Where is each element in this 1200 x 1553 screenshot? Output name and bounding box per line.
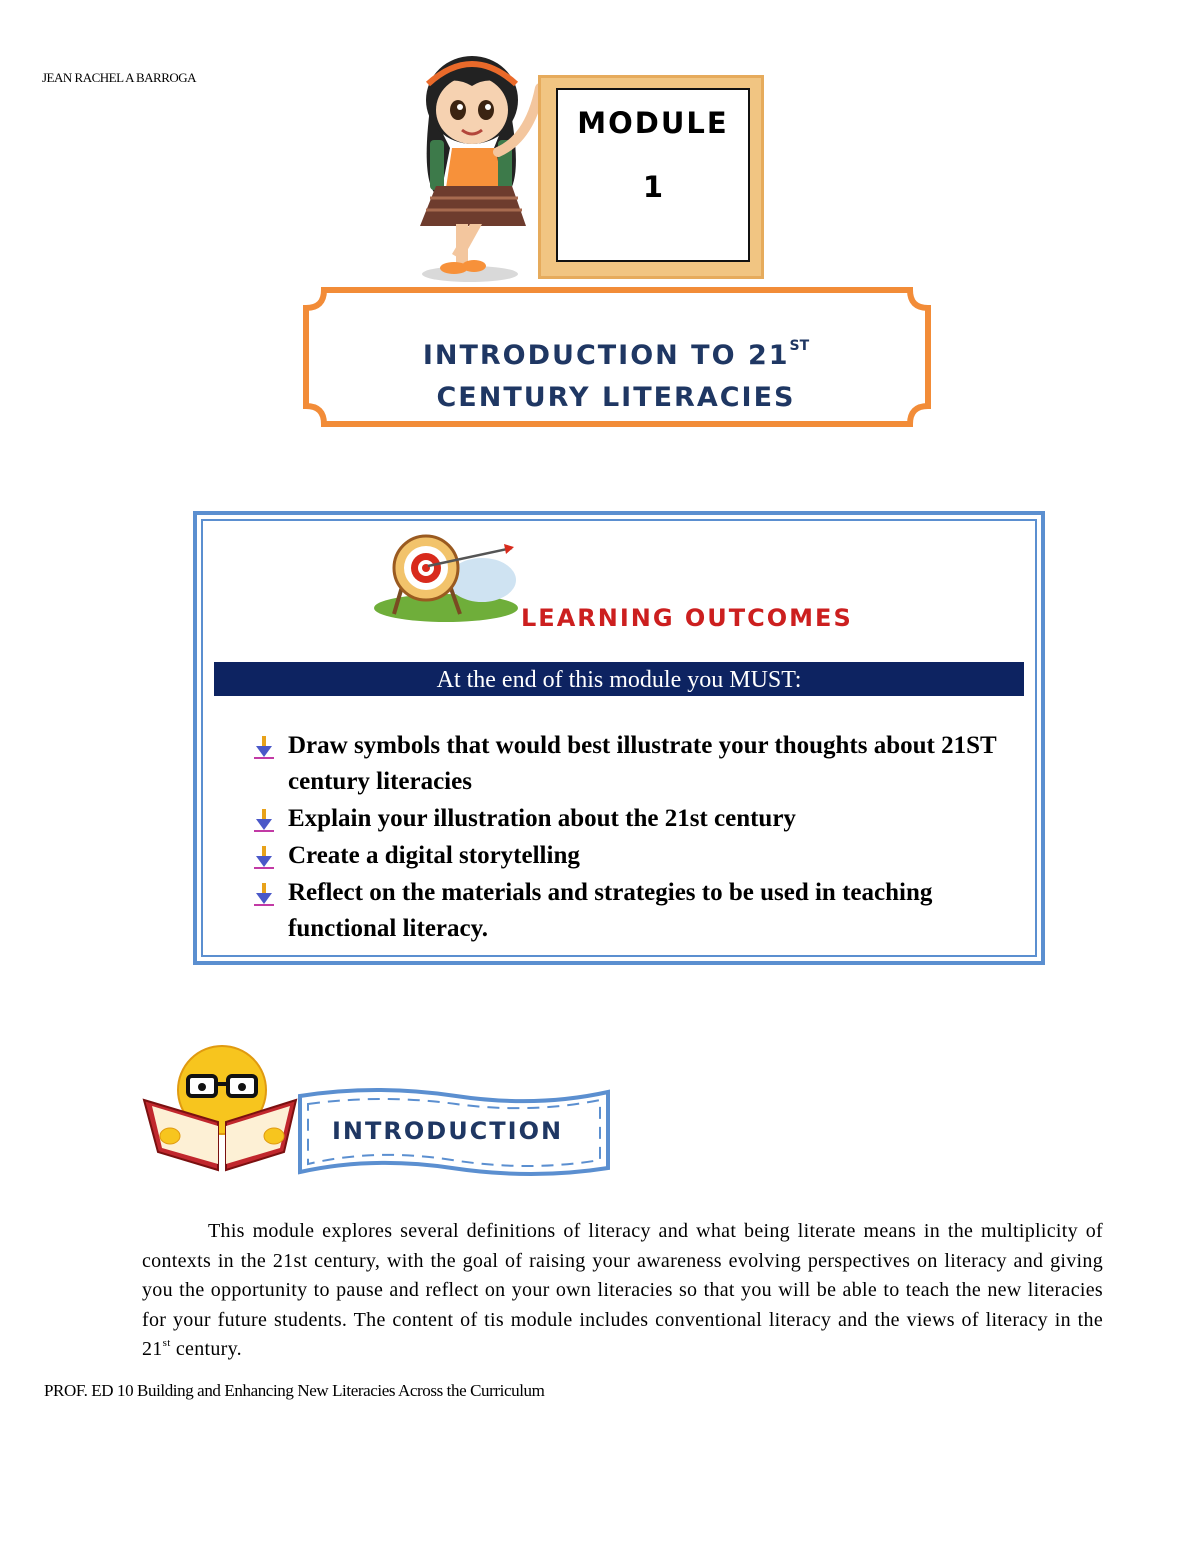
down-arrow-bullet-icon	[252, 882, 276, 906]
list-item	[250, 728, 1020, 800]
outcome-text: Draw symbols that would best illustrate your thoughts about 21ST century literacies	[288, 732, 997, 795]
list-item	[250, 801, 1020, 837]
down-arrow-bullet-icon	[252, 845, 276, 869]
outcome-text: Explain your illustration about the 21st century	[288, 805, 796, 832]
intro-text: This module explores several definitions of literacy and what being literate means in the multiplicity of contexts in the 21st century, with the goal of raising your awareness evolving perspectives on literacy and giving you the opportunity to pause and reflect on your own literacies so that you will be able to teach the new literacies for your future students. The content of tis module includes conventional literacy and the views of literacy in the 21	[142, 1220, 1103, 1360]
footer-course-title: PROF. ED 10 Building and Enhancing New Literacies Across the Curriculum	[44, 1381, 545, 1400]
target-archery-icon	[372, 530, 520, 622]
learning-outcomes-heading: LEARNING OUTCOMES	[521, 604, 853, 632]
title-line-2: CENTURY LITERACIES	[436, 382, 796, 413]
intro-text-end: century.	[170, 1338, 242, 1360]
girl-illustration	[390, 48, 560, 288]
title-line-1	[300, 325, 932, 377]
introduction-heading: INTRODUCTION	[332, 1117, 564, 1145]
outcome-text: Create a digital storytelling	[288, 842, 580, 869]
outcome-text: Reflect on the materials and strategies to be used in teaching functional literacy.	[288, 879, 933, 942]
intro-superscript: st	[162, 1337, 171, 1349]
learning-outcomes-bar: At the end of this module you MUST:	[214, 662, 1024, 696]
down-arrow-bullet-icon	[252, 735, 276, 759]
module-board	[556, 88, 750, 262]
module-number: 1	[642, 170, 664, 204]
learning-outcomes-list	[250, 728, 1020, 948]
author-name: JEAN RACHEL A BARROGA	[42, 70, 197, 85]
title-line-1-text: INTRODUCTION TO 21	[422, 340, 790, 371]
introduction-paragraph	[142, 1217, 1103, 1365]
list-item	[250, 838, 1020, 874]
title-superscript: ST	[789, 338, 810, 354]
list-item	[250, 875, 1020, 947]
module-title	[300, 325, 932, 419]
reading-smiley-icon	[140, 1040, 300, 1174]
down-arrow-bullet-icon	[252, 808, 276, 832]
module-label: MODULE	[577, 106, 729, 140]
